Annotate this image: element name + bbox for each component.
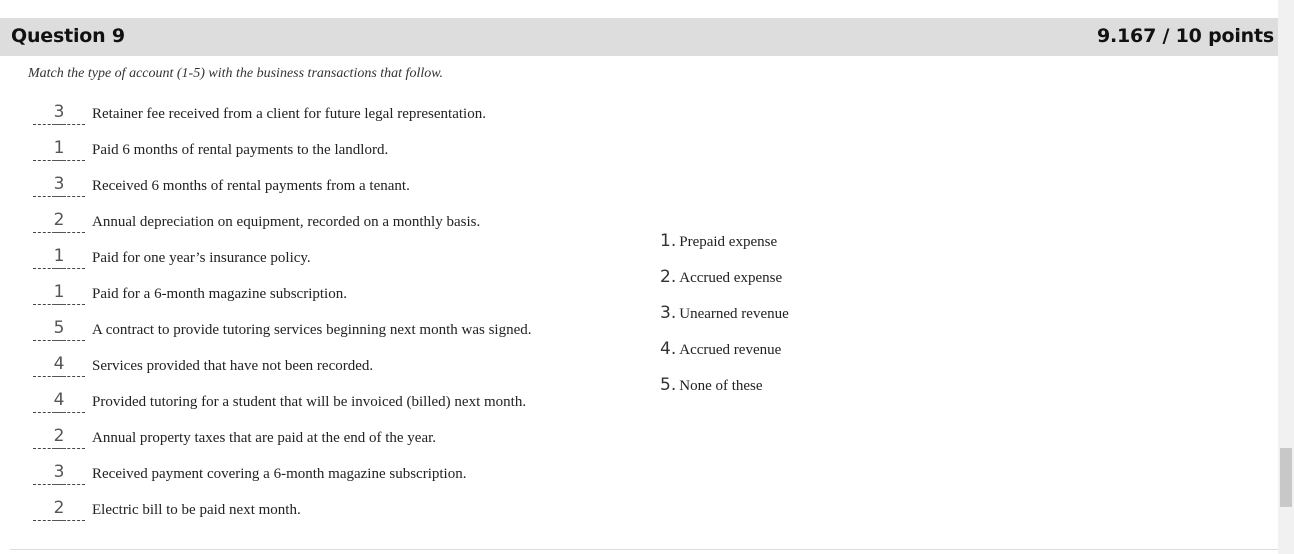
answer-blank[interactable] xyxy=(33,464,85,485)
option-number: 5. xyxy=(660,375,677,395)
answer-underline xyxy=(52,376,66,377)
transaction-text: Services provided that have not been recorded. xyxy=(92,358,374,374)
transaction-row xyxy=(33,104,633,128)
transaction-text: Annual depreciation on equipment, recorded on a monthly basis. xyxy=(92,214,481,230)
answer-underline xyxy=(52,340,66,341)
transaction-text: Electric bill to be paid next month. xyxy=(92,502,301,518)
answer-value: 3 xyxy=(53,102,65,122)
transaction-row xyxy=(33,248,633,272)
answer-underline xyxy=(52,160,66,161)
answer-blank[interactable] xyxy=(33,248,85,269)
answer-blank[interactable] xyxy=(33,356,85,377)
answer-value: 1 xyxy=(53,138,65,158)
answer-value: 2 xyxy=(53,210,65,230)
answer-underline xyxy=(52,268,66,269)
answer-blank[interactable] xyxy=(33,104,85,125)
answer-blank[interactable] xyxy=(33,392,85,413)
transaction-row xyxy=(33,176,633,200)
transaction-row xyxy=(33,428,633,452)
transaction-text: Received payment covering a 6-month magazine subscription. xyxy=(92,466,467,482)
answer-value: 3 xyxy=(53,174,65,194)
transaction-row xyxy=(33,212,633,236)
transaction-row xyxy=(33,392,633,416)
question-score: 9.167 / 10 points xyxy=(1096,25,1274,47)
answer-value: 3 xyxy=(53,462,65,482)
option-label: Unearned revenue xyxy=(679,306,789,322)
transaction-text: Received 6 months of rental payments from a tenant. xyxy=(92,178,410,194)
answer-underline xyxy=(52,304,66,305)
transaction-text: Provided tutoring for a student that will be invoiced (billed) next month. xyxy=(92,394,527,410)
option-item xyxy=(660,375,763,397)
answer-value: 4 xyxy=(53,390,65,410)
top-strip xyxy=(0,0,1294,18)
answer-blank[interactable] xyxy=(33,320,85,341)
transaction-row xyxy=(33,320,633,344)
option-label: Accrued revenue xyxy=(679,342,782,358)
transaction-text: Retainer fee received from a client for future legal representation. xyxy=(92,106,486,122)
transaction-text: Paid for a 6-month magazine subscription. xyxy=(92,286,347,302)
answer-underline xyxy=(52,412,66,413)
option-item xyxy=(660,339,781,361)
answer-underline xyxy=(52,124,66,125)
option-label: Prepaid expense xyxy=(679,234,778,250)
option-number: 3. xyxy=(660,303,677,323)
answer-underline xyxy=(52,232,66,233)
transaction-row xyxy=(33,500,633,524)
option-label: Accrued expense xyxy=(679,270,783,286)
option-item xyxy=(660,303,789,325)
option-label: None of these xyxy=(679,378,763,394)
answer-blank[interactable] xyxy=(33,140,85,161)
answer-value: 1 xyxy=(53,246,65,266)
answer-value: 1 xyxy=(53,282,65,302)
question-header xyxy=(0,18,1278,56)
transaction-row xyxy=(33,464,633,488)
divider xyxy=(10,549,1278,550)
transaction-row xyxy=(33,140,633,164)
question-title: Question 9 xyxy=(11,25,125,47)
option-number: 4. xyxy=(660,339,677,359)
transaction-text: A contract to provide tutoring services beginning next month was signed. xyxy=(92,322,532,338)
scrollbar-thumb[interactable] xyxy=(1280,448,1292,507)
option-item xyxy=(660,231,777,253)
option-item xyxy=(660,267,782,289)
answer-value: 4 xyxy=(53,354,65,374)
answer-value: 2 xyxy=(53,498,65,518)
answer-blank[interactable] xyxy=(33,176,85,197)
answer-underline xyxy=(52,484,66,485)
transaction-row xyxy=(33,284,633,308)
answer-blank[interactable] xyxy=(33,500,85,521)
answer-blank[interactable] xyxy=(33,428,85,449)
transaction-text: Annual property taxes that are paid at the end of the year. xyxy=(92,430,437,446)
answer-blank[interactable] xyxy=(33,212,85,233)
answer-value: 5 xyxy=(53,318,65,338)
answer-underline xyxy=(52,520,66,521)
transaction-text: Paid 6 months of rental payments to the landlord. xyxy=(92,142,389,158)
answer-value: 2 xyxy=(53,426,65,446)
answer-underline xyxy=(52,448,66,449)
option-number: 1. xyxy=(660,231,677,251)
answer-underline xyxy=(52,196,66,197)
transaction-text: Paid for one year’s insurance policy. xyxy=(92,250,311,266)
transaction-row xyxy=(33,356,633,380)
option-number: 2. xyxy=(660,267,677,287)
instructions-text: Match the type of account (1-5) with the business transactions that follow. xyxy=(28,66,444,81)
answer-blank[interactable] xyxy=(33,284,85,305)
